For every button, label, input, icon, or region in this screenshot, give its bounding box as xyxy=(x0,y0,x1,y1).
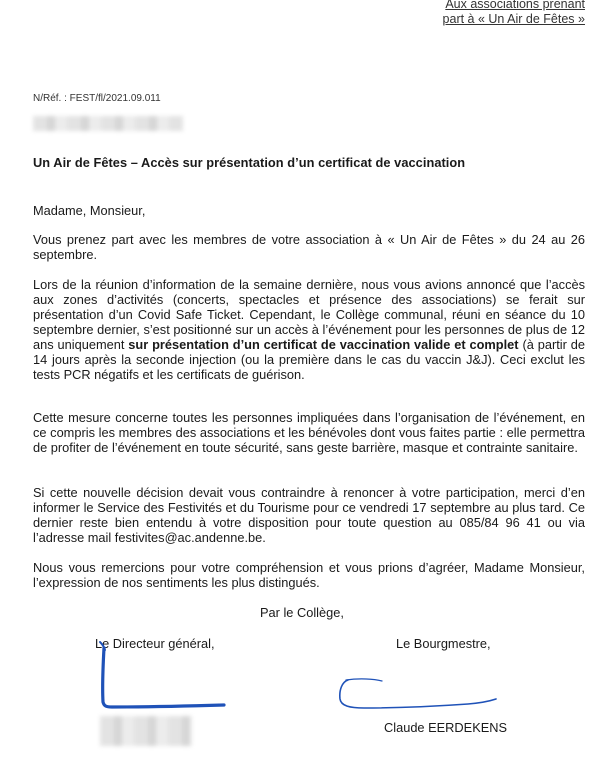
paragraph-participation-text: Vous prenez part avec les membres de votre association à « Un Air de Fêtes » du 24 au 26 septembre. xyxy=(33,232,585,262)
paragraph-participation xyxy=(33,232,585,262)
paragraph-access-rules-text xyxy=(33,277,585,382)
access-rules-text-after: (à partir de 14 jours après la seconde injection (ou la première dans le cas du vaccin J&J). Ceci exclut les tests PCR négatifs et les certificats de guérison. xyxy=(33,337,586,382)
redacted-director-name xyxy=(100,716,192,746)
director-title: Le Directeur général, xyxy=(95,636,215,651)
paragraph-contact-text: Si cette nouvelle décision devait vous contraindre à renoncer à votre participation, merci d’en informer le Service des Festivités et du Tourisme pour ce vendredi 17 septembre au plus tard. Ce dernier reste bien entendu à votre disposition pour toute question au 085/84 96 41 ou via l’adresse mail festivites@ac.andenne.be. xyxy=(33,485,585,545)
recipient-line-2: part à « Un Air de Fêtes » xyxy=(442,12,585,26)
recipient-address xyxy=(443,0,585,27)
redacted-contact-line xyxy=(33,116,183,131)
paragraph-access-rules xyxy=(33,277,585,382)
access-rules-bold-requirement: sur présentation d’un certificat de vaccination valide et complet xyxy=(128,337,519,352)
paragraph-closing-formula xyxy=(33,560,585,590)
mayor-title: Le Bourgmestre, xyxy=(396,636,491,651)
reference-number: N/Réf. : FEST/fl/2021.09.011 xyxy=(33,93,161,104)
mayor-name: Claude EERDEKENS xyxy=(384,720,508,735)
paragraph-scope xyxy=(33,410,585,455)
paragraph-contact xyxy=(33,485,585,545)
letter-subject: Un Air de Fêtes – Accès sur présentation d’un certificat de vaccination xyxy=(33,155,466,170)
salutation: Madame, Monsieur, xyxy=(33,203,146,218)
paragraph-closing-formula-text: Nous vous remercions pour votre compréhension et vous prions d’agréer, Madame Monsieur, l’expression de nos sentiments les plus distingués. xyxy=(33,560,585,590)
director-signature xyxy=(90,636,230,716)
recipient-line-1: Aux associations prenant xyxy=(445,0,585,11)
mayor-signature xyxy=(330,672,500,717)
paragraph-scope-text: Cette mesure concerne toutes les personnes impliquées dans l’organisation de l’événement, en ce compris les membres des associations et les bénévoles dont vous faites partie : elle permettra de profiter de l’événement en toute sécurité, sans geste barrière, masque et contrainte sanitaire. xyxy=(33,410,585,455)
access-rules-text-before: Lors de la réunion d’information de la semaine dernière, nous vous avions annoncé que l’accès aux zones d’activités (concerts, spectacles et présence des associations) se ferait sur présentation d’un Covid Safe Ticket. Cependant, le Collège communal, réuni en séance du 10 septembre dernier, s’est positionné sur un accès à l’événement pour les personnes de plus de 12 ans uniquement xyxy=(33,277,585,352)
college-signoff: Par le Collège, xyxy=(260,605,344,620)
